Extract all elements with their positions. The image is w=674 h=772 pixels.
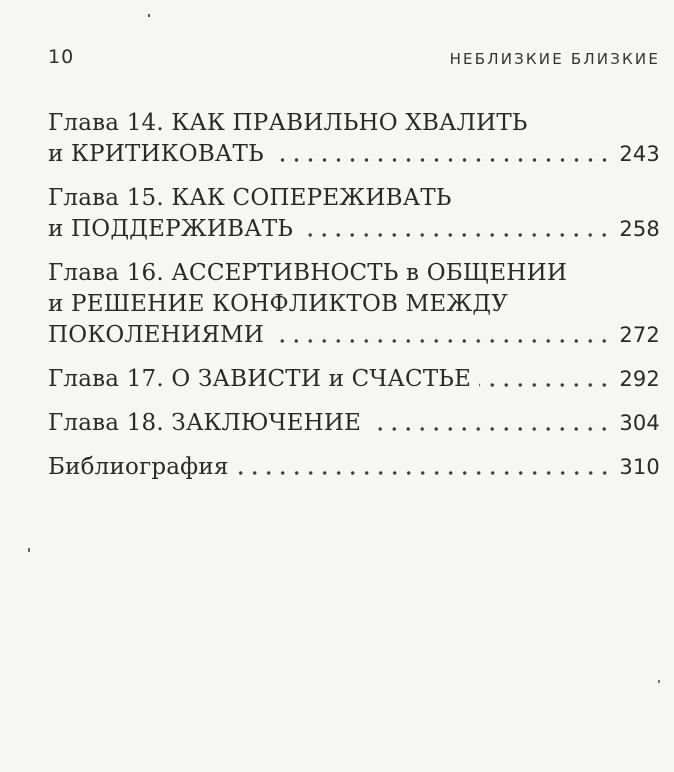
toc-entry-line: Глава 15. КАК СОПЕРЕЖИВАТЬ <box>48 185 452 211</box>
toc-entry-last-line <box>48 364 660 395</box>
dot-leader <box>369 427 611 431</box>
toc-page-number: 258 <box>619 217 660 241</box>
toc-entry-chapter-18[interactable] <box>48 408 660 439</box>
scan-speck <box>28 548 30 552</box>
running-title: НЕБЛИЗКИЕ БЛИЗКИЕ <box>449 50 660 68</box>
scan-speck <box>148 14 150 17</box>
toc-entry-chapter-14[interactable] <box>48 108 660 170</box>
toc-entry-last-line <box>48 452 660 483</box>
toc-entry-line: Глава 16. АССЕРТИВНОСТЬ в ОБЩЕНИИ <box>48 260 568 286</box>
toc-entry-line: Библиография <box>48 454 229 480</box>
toc-entry-chapter-16[interactable] <box>48 258 660 351</box>
toc-entry-bibliography[interactable] <box>48 452 660 483</box>
toc-entry-line: и КРИТИКОВАТЬ <box>48 141 264 167</box>
toc-entry-chapter-17[interactable] <box>48 364 660 395</box>
table-of-contents <box>48 108 660 496</box>
toc-entry-last-line <box>48 214 660 245</box>
toc-entry-last-line <box>48 139 660 170</box>
dot-leader <box>272 339 611 343</box>
toc-page-number: 272 <box>619 323 660 347</box>
toc-page-number: 243 <box>619 142 660 166</box>
toc-page-number: 310 <box>619 455 660 479</box>
toc-entry-last-line <box>48 408 660 439</box>
scan-speck <box>658 680 660 683</box>
dot-leader <box>237 471 612 475</box>
page-number: 10 <box>48 46 75 68</box>
toc-entry-line: и РЕШЕНИЕ КОНФЛИКТОВ МЕЖДУ <box>48 291 509 317</box>
toc-entry-line: Глава 18. ЗАКЛЮЧЕНИЕ <box>48 410 362 436</box>
toc-entry-last-line <box>48 320 660 351</box>
toc-entry-line: Глава 14. КАК ПРАВИЛЬНО ХВАЛИТЬ <box>48 110 528 136</box>
toc-entry-line: Глава 17. О ЗАВИСТИ и СЧАСТЬЕ <box>48 366 472 392</box>
toc-entry-line: и ПОДДЕРЖИВАТЬ <box>48 216 294 242</box>
dot-leader <box>301 233 611 237</box>
dot-leader <box>272 158 612 162</box>
dot-leader <box>479 383 611 387</box>
toc-entry-chapter-15[interactable] <box>48 183 660 245</box>
toc-entry-line: ПОКОЛЕНИЯМИ <box>48 322 265 348</box>
toc-page-number: 292 <box>619 367 660 391</box>
toc-page-number: 304 <box>619 411 660 435</box>
